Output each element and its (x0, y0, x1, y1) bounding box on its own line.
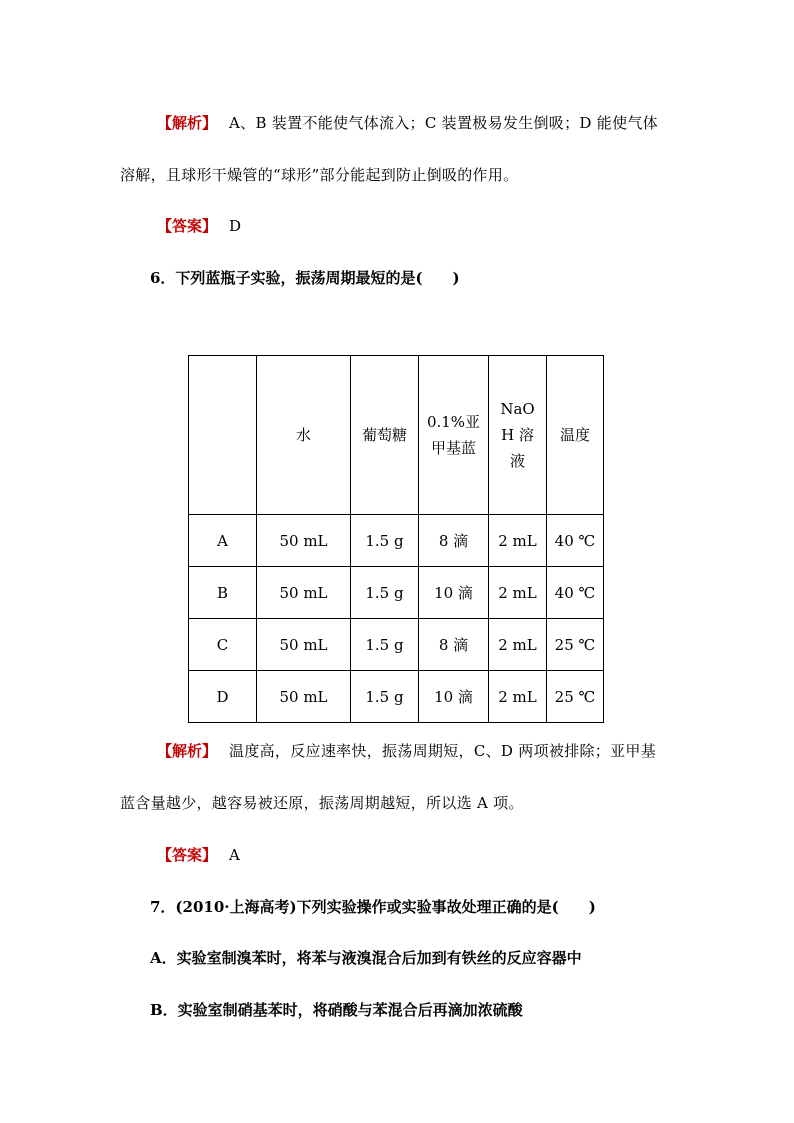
answer-tag: 【答案】 (157, 846, 218, 864)
table-row (189, 567, 604, 619)
cell-temperature: 25 ℃ (547, 619, 604, 671)
analysis-1-text-1: A、B 装置不能使气体流入；C 装置极易发生倒吸；D 能使气体 (229, 114, 658, 132)
analysis-2-line-2: 蓝含量越少，越容易被还原，振荡周期越短，所以选 A 项。 (120, 794, 524, 812)
cell-naoh: 2 mL (489, 671, 547, 723)
cell-methylene-blue: 8 滴 (419, 515, 489, 567)
cell-water: 50 mL (257, 567, 351, 619)
question-7-option-a: A．实验室制溴苯时，将苯与液溴混合后加到有铁丝的反应容器中 (150, 949, 582, 967)
cell-glucose: 1.5 g (351, 671, 419, 723)
answer-1 (157, 216, 241, 236)
header-naoh-line-1: NaO (500, 400, 535, 418)
answer-1-value: D (229, 217, 242, 235)
cell-temperature: 40 ℃ (547, 515, 604, 567)
header-naoh-line-3: 液 (509, 452, 525, 470)
header-blank (189, 356, 257, 515)
header-temperature: 温度 (547, 356, 604, 515)
cell-naoh: 2 mL (489, 619, 547, 671)
cell-water: 50 mL (257, 671, 351, 723)
question-7-option-b: B．实验室制硝基苯时，将硝酸与苯混合后再滴加浓硫酸 (150, 1001, 523, 1019)
row-label: D (189, 671, 257, 723)
cell-temperature: 25 ℃ (547, 671, 604, 723)
row-label: A (189, 515, 257, 567)
analysis-2-text-1: 温度高，反应速率快，振荡周期短，C、D 两项被排除；亚甲基 (229, 742, 656, 760)
cell-naoh: 2 mL (489, 567, 547, 619)
table-header-row (189, 356, 604, 515)
cell-water: 50 mL (257, 619, 351, 671)
table-row (189, 619, 604, 671)
header-mb-line-2: 甲基蓝 (430, 439, 476, 457)
analysis-tag: 【解析】 (157, 742, 218, 760)
table-row (189, 671, 604, 723)
row-label: C (189, 619, 257, 671)
cell-methylene-blue: 10 滴 (419, 671, 489, 723)
cell-water: 50 mL (257, 515, 351, 567)
header-water: 水 (257, 356, 351, 515)
cell-glucose: 1.5 g (351, 619, 419, 671)
header-glucose: 葡萄糖 (351, 356, 419, 515)
cell-naoh: 2 mL (489, 515, 547, 567)
cell-methylene-blue: 8 滴 (419, 619, 489, 671)
cell-glucose: 1.5 g (351, 515, 419, 567)
answer-2-value: A (229, 846, 240, 864)
cell-glucose: 1.5 g (351, 567, 419, 619)
cell-temperature: 40 ℃ (547, 567, 604, 619)
experiment-table (188, 355, 604, 723)
header-naoh-line-2: H 溶 (501, 426, 534, 444)
header-methylene-blue (419, 356, 489, 515)
answer-2 (157, 845, 240, 865)
analysis-tag: 【解析】 (157, 114, 218, 132)
question-6: 6．下列蓝瓶子实验，振荡周期最短的是( ) (150, 269, 460, 287)
header-mb-line-1: 0.1%亚 (426, 413, 481, 431)
answer-tag: 【答案】 (157, 217, 218, 235)
header-naoh (489, 356, 547, 515)
analysis-1-line-1 (157, 113, 658, 133)
question-7: 7．(2010·上海高考)下列实验操作或实验事故处理正确的是( ) (150, 898, 596, 916)
table-row (189, 515, 604, 567)
analysis-2-line-1 (157, 741, 656, 761)
row-label: B (189, 567, 257, 619)
analysis-1-line-2: 溶解，且球形干燥管的“球形”部分能起到防止倒吸的作用。 (120, 166, 519, 184)
cell-methylene-blue: 10 滴 (419, 567, 489, 619)
